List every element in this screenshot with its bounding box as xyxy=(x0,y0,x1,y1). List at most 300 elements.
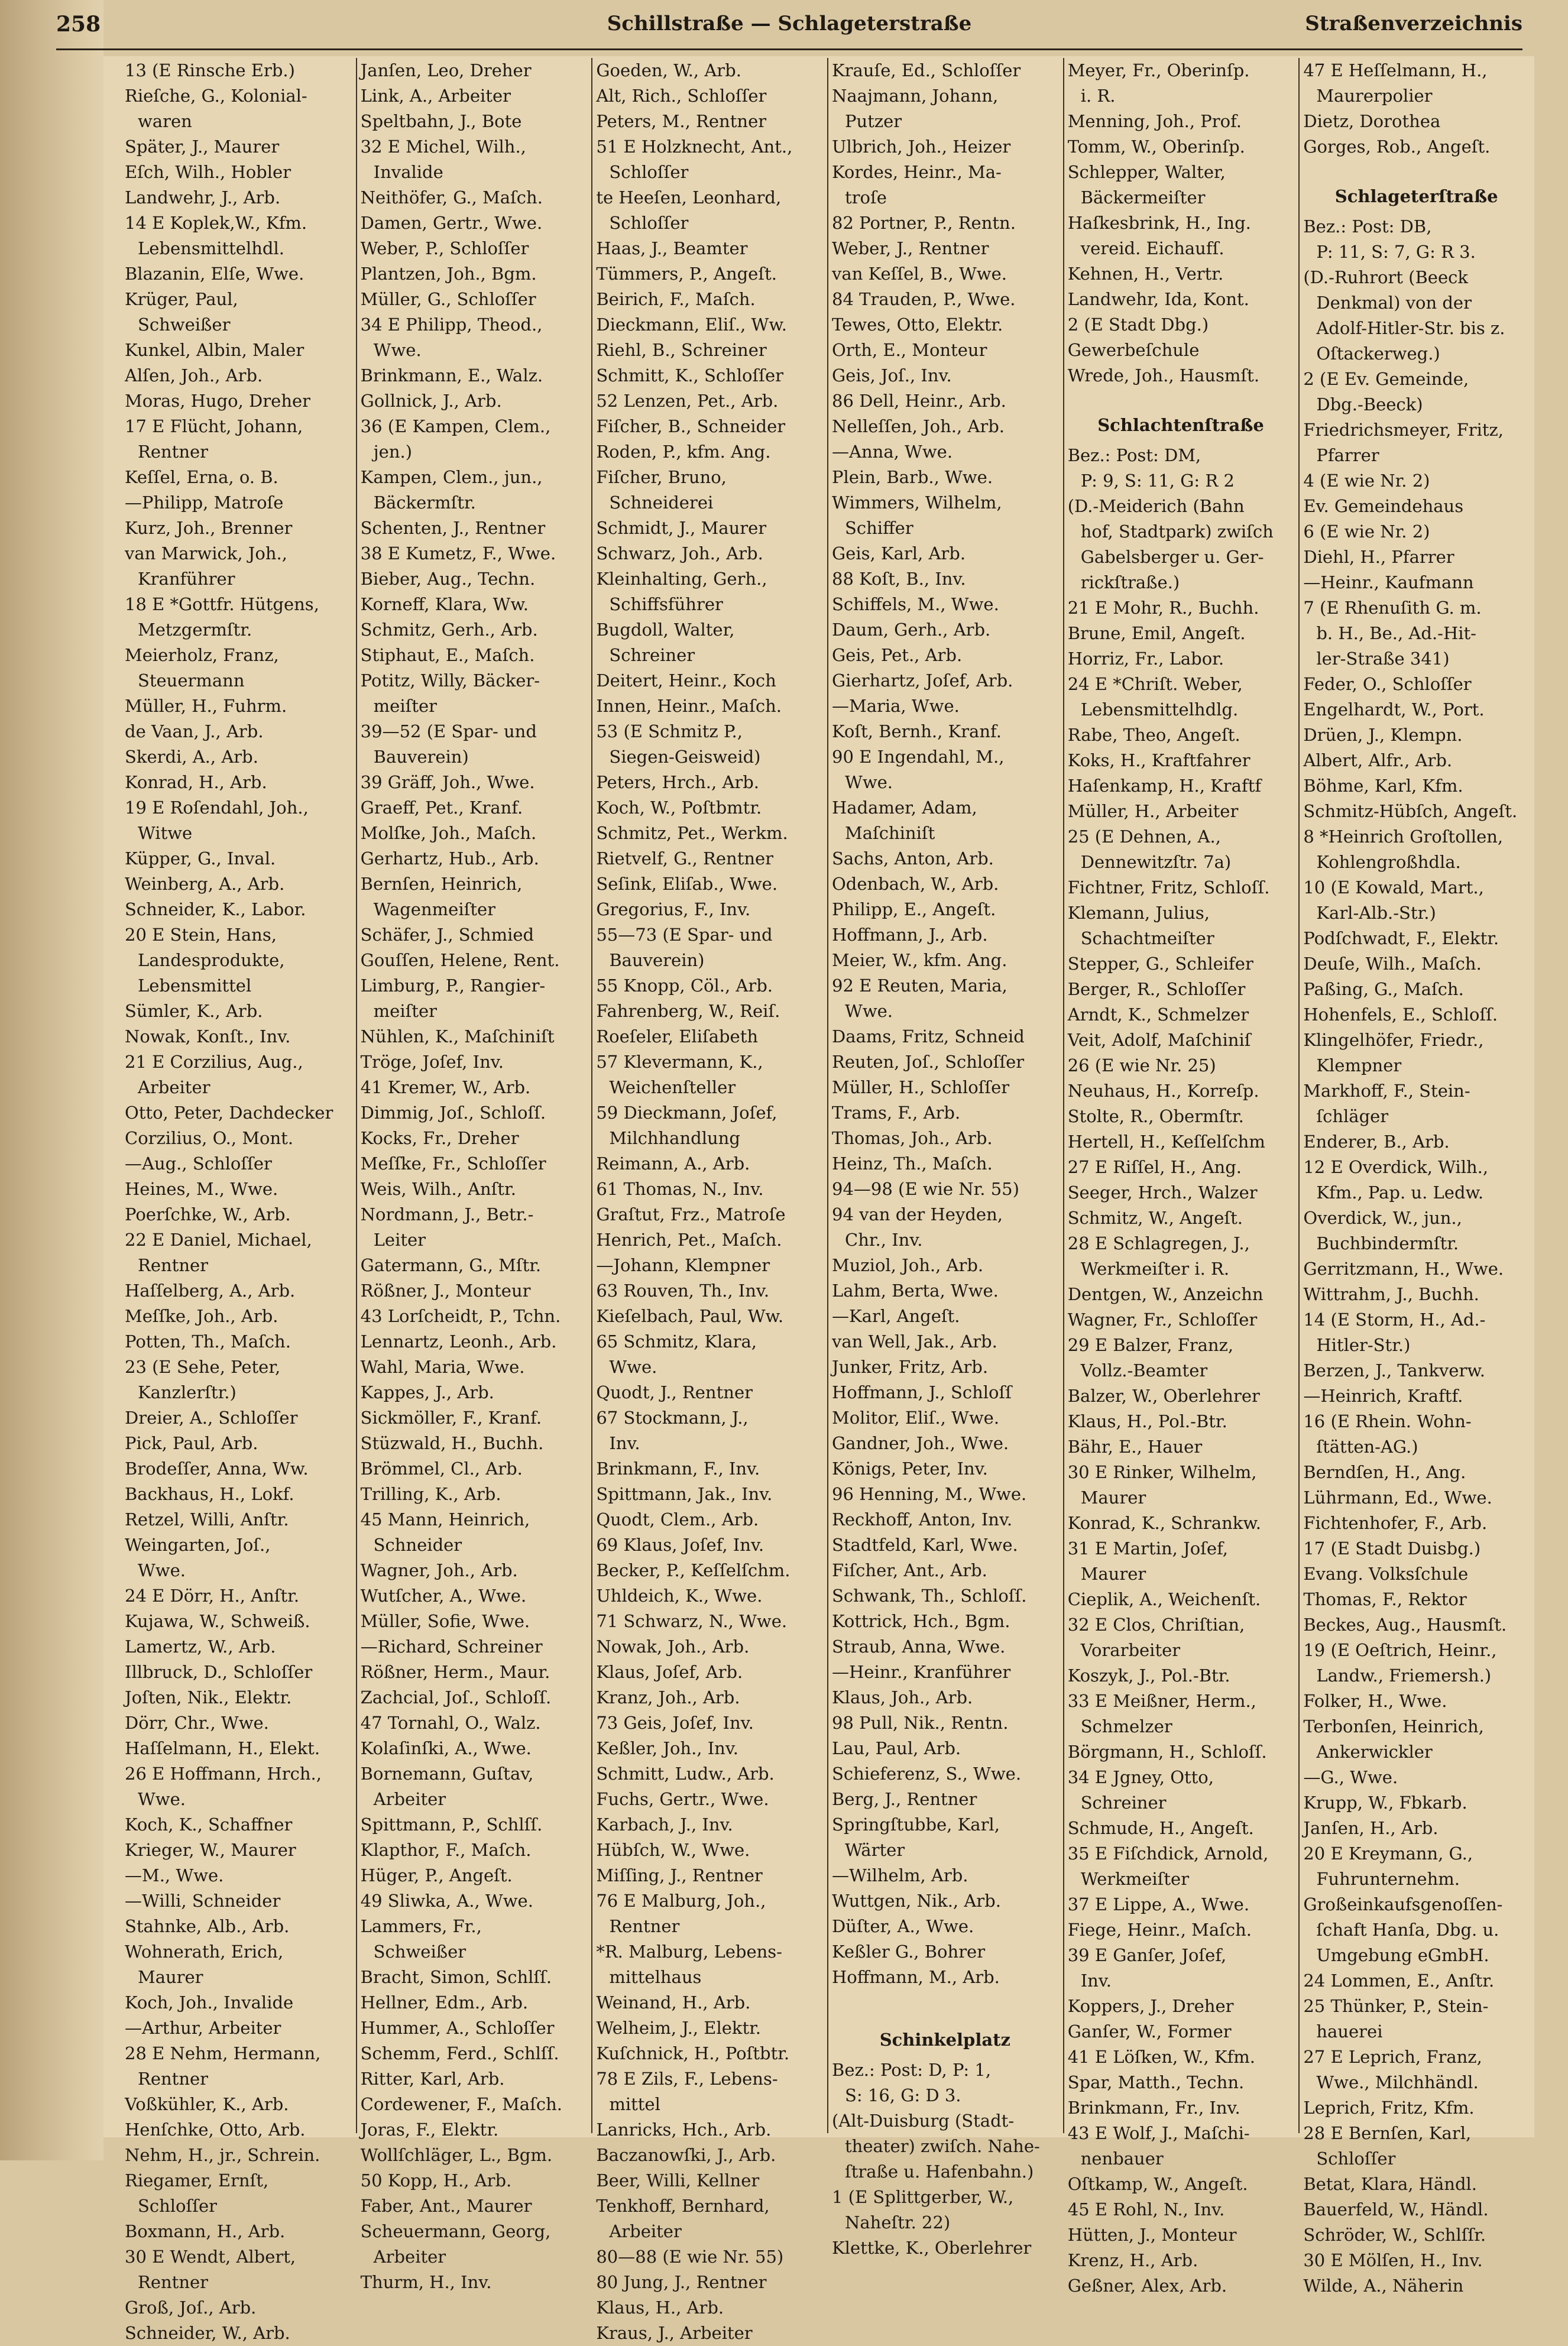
directory-entry: Kujawa, W., Schweiß. xyxy=(125,1611,310,1631)
running-title: Schillstraße — Schlageterstraße xyxy=(607,12,972,35)
entry-continuation: Wwe., Milchhändl. xyxy=(1316,2072,1479,2092)
directory-entry: Tewes, Otto, Elektr. xyxy=(832,315,1003,335)
directory-entry: Cordewener, F., Maſch. xyxy=(360,2094,562,2114)
line-gap xyxy=(832,1990,1058,2003)
entry-continuation: Wärter xyxy=(845,1840,905,1860)
entry-continuation: Schloſſer xyxy=(1316,2149,1396,2169)
directory-entry: Lührmann, Ed., Wwe. xyxy=(1303,1488,1492,1508)
directory-entry: Rabe, Theo, Angeſt. xyxy=(1067,725,1240,745)
directory-entry: Moras, Hugo, Dreher xyxy=(125,391,311,411)
directory-entry: Balzer, W., Oberlehrer xyxy=(1067,1386,1260,1406)
directory-entry: Geis, Pet., Arb. xyxy=(832,645,963,665)
directory-entry: 28 E Schlagregen, J., xyxy=(1067,1233,1250,1253)
directory-entry: Krauſe, Ed., Schloſſer xyxy=(832,60,1021,80)
directory-entry: Nowak, Konſt., Inv. xyxy=(125,1026,291,1046)
directory-entry: Koſt, Bernh., Kranf. xyxy=(832,721,1002,741)
entry-continuation: ſtätten-AG.) xyxy=(1316,1437,1418,1457)
directory-entry: Molitor, Eliſ., Wwe. xyxy=(832,1408,1000,1428)
directory-entry: Bez.: Post: DB, xyxy=(1303,216,1432,236)
directory-entry: —Johann, Klempner xyxy=(596,1255,770,1275)
directory-entry: 23 (E Sehe, Peter, xyxy=(125,1357,281,1377)
directory-entry: Alt, Rich., Schloſſer xyxy=(596,86,767,106)
directory-entry: Hadamer, Adam, xyxy=(832,798,977,818)
directory-entry: 31 E Martin, Joſef, xyxy=(1067,1538,1228,1558)
directory-entry: Nehm, H., jr., Schrein. xyxy=(125,2145,320,2165)
directory-entry: Haſenkamp, H., Kraftf xyxy=(1067,776,1262,796)
directory-entry: Gerritzmann, H., Wwe. xyxy=(1303,1259,1504,1279)
directory-entry: Gerhartz, Hub., Arb. xyxy=(360,848,539,869)
directory-entry: —Wilhelm, Arb. xyxy=(832,1865,968,1885)
line-gap xyxy=(1068,388,1294,401)
directory-entry: Roeſeler, Eliſabeth xyxy=(596,1026,759,1046)
directory-entry: Kappes, J., Arb. xyxy=(360,1382,494,1402)
entry-continuation: Schloſſer xyxy=(609,162,689,182)
directory-entry: Klapthor, F., Maſch. xyxy=(360,1840,532,1860)
entry-continuation: Dbg.-Beeck) xyxy=(1316,394,1423,414)
directory-entry: Diehl, H., Pfarrer xyxy=(1303,547,1454,567)
directory-entry: Wagner, Joh., Arb. xyxy=(360,1560,518,1580)
line-gap xyxy=(832,2003,1058,2016)
directory-entry: Schmidt, J., Maurer xyxy=(596,518,767,538)
directory-entry: Berndſen, H., Ang. xyxy=(1303,1462,1466,1482)
directory-entry: Drüen, J., Klempn. xyxy=(1303,725,1463,745)
directory-entry: Potitz, Willy, Bäcker- xyxy=(360,670,540,691)
entry-continuation: Putzer xyxy=(845,111,902,131)
entry-continuation: Ankerwickler xyxy=(1316,1742,1433,1762)
directory-entry: 2 (E Stadt Dbg.) xyxy=(1067,315,1209,335)
directory-entry: 55 Knopp, Cöl., Arb. xyxy=(596,976,773,996)
entry-continuation: Schweißer xyxy=(373,1942,466,1962)
directory-entry: Becker, P., Keſſelſchm. xyxy=(596,1560,791,1580)
directory-entry: 65 Schmitz, Klara, xyxy=(596,1331,757,1352)
entry-continuation: Bauverein) xyxy=(373,747,469,767)
directory-entry: Weingarten, Joſ., xyxy=(125,1535,271,1555)
entry-continuation: meiſter xyxy=(373,696,438,716)
directory-entry: Tomm, W., Oberinſp. xyxy=(1067,137,1245,157)
directory-entry: Müller, H., Fuhrm. xyxy=(125,696,287,716)
directory-entry: Meſſke, Joh., Arb. xyxy=(125,1306,278,1326)
directory-entry: Berger, R., Schloſſer xyxy=(1067,979,1246,999)
directory-entry: Sickmöller, F., Kranf. xyxy=(360,1408,542,1428)
directory-entry: —Heinrich, Kraftf. xyxy=(1303,1386,1463,1406)
directory-entry: Orth, E., Monteur xyxy=(832,340,987,360)
directory-entry: Wittrahm, J., Buchh. xyxy=(1303,1284,1479,1304)
directory-entry: Pick, Paul, Arb. xyxy=(125,1433,258,1453)
directory-entry: Stadtfeld, Karl, Wwe. xyxy=(832,1535,1018,1555)
directory-entry: Bähr, E., Hauer xyxy=(1067,1437,1203,1457)
page-header xyxy=(56,6,1522,47)
directory-entry: Henrich, Pet., Maſch. xyxy=(596,1230,782,1250)
entry-continuation: Maurer xyxy=(1080,1488,1146,1508)
directory-entry: Haſſelberg, A., Arb. xyxy=(125,1281,296,1301)
directory-entry: Schwank, Th., Schloſſ. xyxy=(832,1586,1027,1606)
directory-entry: van Marwick, Joh., xyxy=(125,543,287,563)
entry-continuation: Landesprodukte, xyxy=(138,950,285,970)
directory-entry: Paßing, G., Maſch. xyxy=(1303,979,1464,999)
directory-entry: Otto, Peter, Dachdecker xyxy=(125,1103,333,1123)
directory-entry: 24 Lommen, E., Anſtr. xyxy=(1303,1971,1495,1991)
directory-entry: Joras, F., Elektr. xyxy=(360,2120,499,2140)
entry-continuation: Metzgermſtr. xyxy=(138,620,252,640)
entry-continuation: Arbeiter xyxy=(373,1789,446,1809)
directory-entry: Fichtenhofer, F., Arb. xyxy=(1303,1513,1488,1533)
directory-entry: Spittmann, Jak., Inv. xyxy=(596,1484,773,1504)
entry-continuation: Maſchiniſt xyxy=(845,823,935,843)
directory-entry: Brinkmann, E., Walz. xyxy=(360,365,543,385)
directory-entry: Limburg, P., Rangier- xyxy=(360,976,546,996)
directory-entry: Schwarz, Joh., Arb. xyxy=(596,543,763,563)
directory-entry: Zachcial, Joſ., Schloſſ. xyxy=(360,1687,552,1707)
directory-entry: 16 (E Rhein. Wohn- xyxy=(1303,1411,1472,1431)
directory-entry: Thomas, F., Rektor xyxy=(1303,1589,1467,1609)
directory-entry: Wuttgen, Nik., Arb. xyxy=(832,1891,1001,1911)
directory-entry: Krieger, W., Maurer xyxy=(125,1840,296,1860)
directory-entry: Muziol, Joh., Arb. xyxy=(832,1255,984,1275)
directory-entry: Schemm, Ferd., Schlſſ. xyxy=(360,2043,559,2063)
directory-entry: Wollſchläger, L., Bgm. xyxy=(360,2145,553,2165)
directory-entry: 30 E Wendt, Albert, xyxy=(125,2247,296,2267)
directory-entry: Klaus, Joſef, Arb. xyxy=(596,1662,743,1682)
directory-entry: Lahm, Berta, Wwe. xyxy=(832,1281,999,1301)
entry-continuation: Denkmal) von der xyxy=(1316,293,1472,313)
directory-entry: 94 van der Heyden, xyxy=(832,1204,1003,1224)
directory-entry: Bauerfeld, W., Händl. xyxy=(1303,2199,1489,2219)
entry-continuation: P: 9, S: 11, G: R 2 xyxy=(1080,471,1235,491)
directory-entry: 37 E Lippe, A., Wwe. xyxy=(1067,1894,1250,1914)
directory-entry: 55—73 (E Spar- und xyxy=(596,925,773,945)
directory-entry: Müller, G., Schloſſer xyxy=(360,289,536,309)
directory-entry: 80—88 (E wie Nr. 55) xyxy=(596,2247,784,2267)
directory-entry: Brömmel, Cl., Arb. xyxy=(360,1459,523,1479)
directory-entry: 13 (E Rinsche Erb.) xyxy=(125,60,295,80)
directory-entry: Molſke, Joh., Maſch. xyxy=(360,823,537,843)
directory-entry: Deitert, Heinr., Koch xyxy=(596,670,776,691)
directory-entry: 43 E Wolf, J., Maſchi- xyxy=(1067,2123,1250,2143)
column-2 xyxy=(357,58,593,2292)
directory-entry: te Heeſen, Leonhard, xyxy=(596,187,782,208)
directory-entry: 43 Lorſcheidt, P., Tchn. xyxy=(360,1306,561,1326)
entry-continuation: Bäckermeiſter xyxy=(1080,187,1206,208)
entry-continuation: Landw., Friemersh.) xyxy=(1316,1665,1492,1686)
directory-entry: 73 Geis, Joſef, Inv. xyxy=(596,1713,754,1733)
entry-continuation: Schreiner xyxy=(609,645,695,665)
directory-entry: Sümler, K., Arb. xyxy=(125,1001,263,1021)
directory-entry: Neithöfer, G., Maſch. xyxy=(360,187,543,208)
entry-continuation: Schmelzer xyxy=(1080,1716,1172,1736)
directory-entry: Kieſelbach, Paul, Ww. xyxy=(596,1306,784,1326)
directory-entry: Voßkühler, K., Arb. xyxy=(125,2094,289,2114)
entry-continuation: Kanzlerſtr.) xyxy=(138,1382,237,1402)
directory-entry: 47 Tornahl, O., Walz. xyxy=(360,1713,541,1733)
directory-entry: 45 Mann, Heinrich, xyxy=(360,1509,530,1530)
directory-entry: 32 E Clos, Chriſtian, xyxy=(1067,1615,1245,1635)
directory-entry: Brinkmann, Fr., Inv. xyxy=(1067,2098,1240,2118)
directory-entry: Fiſcher, B., Schneider xyxy=(596,416,786,436)
directory-entry: Daams, Fritz, Schneid xyxy=(832,1026,1025,1046)
directory-entry: 59 Dieckmann, Joſef, xyxy=(596,1103,777,1123)
directory-entry: 20 E Stein, Hans, xyxy=(125,925,277,945)
entry-continuation: mittel xyxy=(609,2094,660,2114)
directory-entry: Keßler G., Bohrer xyxy=(832,1942,986,1962)
directory-entry: Peters, M., Rentner xyxy=(596,111,767,131)
directory-entry: Link, A., Arbeiter xyxy=(360,86,511,106)
directory-entry: Weber, J., Rentner xyxy=(832,238,989,258)
directory-entry: Klettke, K., Oberlehrer xyxy=(832,2238,1032,2258)
directory-entry: Blazanin, Elſe, Wwe. xyxy=(125,264,304,284)
directory-entry: Wutſcher, A., Wwe. xyxy=(360,1586,527,1606)
directory-entry: Dentgen, W., Anzeichn xyxy=(1067,1284,1264,1304)
directory-entry: Skerdi, A., Arb. xyxy=(125,747,258,767)
directory-entry: Stepper, G., Schleifer xyxy=(1067,954,1253,974)
directory-entry: Korneff, Klara, Ww. xyxy=(360,594,529,614)
directory-entry: Reuten, Joſ., Schloſſer xyxy=(832,1052,1025,1072)
entry-continuation: Arbeiter xyxy=(609,2221,682,2241)
directory-entry: Dörr, Chr., Wwe. xyxy=(125,1713,269,1733)
directory-entry: Schenten, J., Rentner xyxy=(360,518,546,538)
directory-entry: Krüger, Paul, xyxy=(125,289,238,309)
directory-entry: Odenbach, W., Arb. xyxy=(832,874,999,894)
directory-entry: Uhldeich, K., Wwe. xyxy=(596,1586,763,1606)
entry-continuation: Kranführer xyxy=(138,569,235,589)
directory-entry: Riehl, B., Schreiner xyxy=(596,340,767,360)
directory-entry: 94—98 (E wie Nr. 55) xyxy=(832,1179,1019,1199)
directory-entry: Janſen, Leo, Dreher xyxy=(360,60,532,80)
directory-entry: Speltbahn, J., Bote xyxy=(360,111,522,131)
directory-entry: —Heinr., Kaufmann xyxy=(1303,572,1474,592)
directory-entry: Wagner, Fr., Schloſſer xyxy=(1067,1310,1258,1330)
directory-entry: Betat, Klara, Händl. xyxy=(1303,2174,1477,2194)
directory-entry: Fuchs, Gertr., Wwe. xyxy=(596,1789,769,1809)
directory-entry: 86 Dell, Heinr., Arb. xyxy=(832,391,1006,411)
directory-entry: Faber, Ant., Maurer xyxy=(360,2196,532,2216)
directory-entry: 34 E Jgney, Otto, xyxy=(1067,1767,1214,1787)
directory-entry: Keßler, Joh., Inv. xyxy=(596,1738,739,1758)
directory-entry: Schröder, W., Schlſſr. xyxy=(1303,2225,1486,2245)
directory-entry: Weis, Wilh., Anſtr. xyxy=(360,1179,516,1199)
directory-entry: Koppers, J., Dreher xyxy=(1067,1996,1234,2016)
directory-entry: —M., Wwe. xyxy=(125,1865,224,1885)
directory-entry: Wimmers, Wilhelm, xyxy=(832,492,1002,513)
directory-entry: Gandner, Joh., Wwe. xyxy=(832,1433,1009,1453)
directory-entry: Fahrenberg, W., Reiſ. xyxy=(596,1001,780,1021)
directory-entry: 10 (E Kowald, Mart., xyxy=(1303,877,1484,897)
directory-entry: Kunkel, Albin, Maler xyxy=(125,340,304,360)
directory-entry: Heinz, Th., Maſch. xyxy=(832,1153,993,1174)
column-1 xyxy=(121,58,357,2343)
directory-entry: Bornemann, Guſtav, xyxy=(360,1764,534,1784)
entry-continuation: Schneider xyxy=(373,1535,462,1555)
directory-entry: 29 E Balzer, Franz, xyxy=(1067,1335,1234,1355)
entry-continuation: Schreiner xyxy=(1080,1793,1167,1813)
entry-continuation: Wwe. xyxy=(845,772,893,792)
directory-entry: 92 E Reuten, Maria, xyxy=(832,976,1007,996)
entry-continuation: Arbeiter xyxy=(373,2247,446,2267)
entry-continuation: Wagenmeiſter xyxy=(373,899,495,919)
directory-entry: Spittmann, P., Schlſſ. xyxy=(360,1814,543,1835)
directory-entry: 32 E Michel, Wilh., xyxy=(360,137,526,157)
directory-entry: —Karl, Angeſt. xyxy=(832,1306,960,1326)
directory-entry: 41 E Löſken, W., Kfm. xyxy=(1067,2047,1256,2067)
directory-entry: Klaus, H., Pol.-Btr. xyxy=(1067,1411,1227,1431)
entry-continuation: Rentner xyxy=(138,2272,209,2292)
entry-continuation: Weichenſteller xyxy=(609,1077,736,1097)
directory-entry: Brinkmann, F., Inv. xyxy=(596,1459,760,1479)
entry-continuation: Wwe. xyxy=(138,1789,186,1809)
directory-entry: Seſink, Eliſab., Wwe. xyxy=(596,874,778,894)
directory-entry: Deuſe, Wilh., Maſch. xyxy=(1303,954,1482,974)
directory-entry: 1 (E Splittgerber, W., xyxy=(832,2187,1014,2207)
directory-entry: 18 E *Gottfr. Hütgens, xyxy=(125,594,319,614)
directory-entry: Leprich, Fritz, Kfm. xyxy=(1303,2098,1475,2118)
entry-continuation: nenbauer xyxy=(1080,2149,1164,2169)
directory-entry: —Aug., Schloſſer xyxy=(125,1153,272,1174)
entry-continuation: Chr., Inv. xyxy=(845,1230,923,1250)
entry-continuation: waren xyxy=(138,111,192,131)
entry-continuation: Schweißer xyxy=(138,315,231,335)
directory-entry: Stolte, R., Obermſtr. xyxy=(1067,1106,1244,1126)
directory-entry: Hüger, P., Angeſt. xyxy=(360,1865,513,1885)
directory-entry: Klemann, Julius, xyxy=(1067,903,1210,923)
directory-entry: Meſſke, Fr., Schloſſer xyxy=(360,1153,546,1174)
directory-entry: Hellner, Edm., Arb. xyxy=(360,1992,529,2013)
directory-entry: Peters, Hrch., Arb. xyxy=(596,772,760,792)
directory-entry: Joſten, Nik., Elektr. xyxy=(125,1687,292,1707)
directory-entry: Reimann, A., Arb. xyxy=(596,1153,750,1174)
directory-entry: Junker, Fritz, Arb. xyxy=(832,1357,989,1377)
directory-entry: 36 (E Kampen, Clem., xyxy=(360,416,551,436)
directory-entry: de Vaan, J., Arb. xyxy=(125,721,264,741)
directory-entry: Lamertz, W., Arb. xyxy=(125,1637,276,1657)
directory-entry: Kleinhalting, Gerh., xyxy=(596,569,767,589)
book-binding-edge xyxy=(0,0,103,2160)
directory-entry: Gregorius, F., Inv. xyxy=(596,899,751,919)
entry-continuation: Inv. xyxy=(609,1433,640,1453)
directory-entry: Koch, Joh., Invalide xyxy=(125,1992,294,2013)
directory-entry: 45 E Rohl, N., Inv. xyxy=(1067,2199,1225,2219)
entry-continuation: Milchhandlung xyxy=(609,1128,740,1148)
column-4 xyxy=(828,58,1064,2258)
entry-continuation: ſchläger xyxy=(1316,1106,1389,1126)
line-gap xyxy=(1303,160,1530,173)
directory-columns xyxy=(121,58,1534,2343)
directory-entry: Koszyk, J., Pol.-Btr. xyxy=(1067,1665,1230,1686)
directory-entry: 84 Trauden, P., Wwe. xyxy=(832,289,1016,309)
entry-continuation: Siegen-Geisweid) xyxy=(609,747,761,767)
directory-entry: Veit, Adolf, Maſchiniſ xyxy=(1067,1030,1251,1050)
directory-entry: Springſtubbe, Karl, xyxy=(832,1814,1000,1835)
directory-entry: Küpper, G., Inval. xyxy=(125,848,276,869)
entry-continuation: Kfm., Pap. u. Ledw. xyxy=(1316,1182,1484,1203)
directory-entry: Fichtner, Fritz, Schloſſ. xyxy=(1067,877,1270,897)
directory-entry: Schiffels, M., Wwe. xyxy=(832,594,999,614)
directory-entry: Bez.: Post: DM, xyxy=(1067,445,1201,465)
directory-entry: —Anna, Wwe. xyxy=(832,442,953,462)
directory-entry: Schmitt, K., Schloſſer xyxy=(596,365,783,385)
directory-entry: Meier, W., kfm. Ang. xyxy=(832,950,1007,970)
directory-entry: Haſſelmann, H., Elekt. xyxy=(125,1738,320,1758)
header-rule xyxy=(56,48,1522,50)
directory-entry: Arndt, K., Schmelzer xyxy=(1067,1004,1249,1025)
directory-entry: 28 E Nehm, Hermann, xyxy=(125,2043,321,2063)
directory-entry: Terbonſen, Heinrich, xyxy=(1303,1716,1484,1736)
entry-continuation: Wwe. xyxy=(609,1357,657,1377)
directory-entry: —Arthur, Arbeiter xyxy=(125,2018,281,2038)
directory-entry: Dieckmann, Eliſ., Ww. xyxy=(596,315,787,335)
directory-entry: Krenz, H., Arb. xyxy=(1067,2250,1198,2270)
directory-entry: 39 E Ganſer, Joſef, xyxy=(1067,1945,1227,1965)
directory-entry: 39 Gräff, Joh., Wwe. xyxy=(360,772,535,792)
directory-entry: Albert, Alfr., Arb. xyxy=(1303,750,1453,770)
entry-continuation: jen.) xyxy=(373,442,413,462)
directory-entry: Weinberg, A., Arb. xyxy=(125,874,285,894)
directory-entry: Nühlen, K., Maſchiniſt xyxy=(360,1026,555,1046)
entry-continuation: Karl-Alb.-Str.) xyxy=(1316,903,1436,923)
directory-entry: 63 Rouven, Th., Inv. xyxy=(596,1281,770,1301)
directory-entry: (D.-Meiderich (Bahn xyxy=(1067,496,1245,516)
directory-entry: Cieplik, A., Weichenſt. xyxy=(1067,1589,1261,1609)
directory-entry: Später, J., Maurer xyxy=(125,137,280,157)
entry-continuation: hauerei xyxy=(1316,2021,1383,2042)
directory-entry: Kottrick, Hch., Bgm. xyxy=(832,1611,1010,1631)
directory-entry: Reckhoff, Anton, Inv. xyxy=(832,1509,1013,1530)
entry-continuation: P: 11, S: 7, G: R 3. xyxy=(1316,242,1476,262)
entry-continuation: Bauverein) xyxy=(609,950,705,970)
directory-entry: Ritter, Karl, Arb. xyxy=(360,2069,505,2089)
directory-entry: Gollnick, J., Arb. xyxy=(360,391,502,411)
directory-entry: —Willi, Schneider xyxy=(125,1891,281,1911)
directory-entry: Plantzen, Joh., Bgm. xyxy=(360,264,537,284)
directory-entry: Schieferenz, S., Wwe. xyxy=(832,1764,1022,1784)
directory-entry: Horriz, Fr., Labor. xyxy=(1067,649,1224,669)
directory-entry: Hertell, H., Keſſelſchm xyxy=(1067,1132,1265,1152)
directory-entry: Königs, Peter, Inv. xyxy=(832,1459,988,1479)
directory-entry: Kehnen, H., Vertr. xyxy=(1067,264,1224,284)
directory-entry: Lammers, Fr., xyxy=(360,1916,482,1936)
directory-entry: Henſchke, Otto, Arb. xyxy=(125,2120,306,2140)
directory-entry: Tröge, Joſef, Inv. xyxy=(360,1052,504,1072)
directory-entry: Kuſchnick, H., Poſtbtr. xyxy=(596,2043,790,2063)
directory-entry: 39—52 (E Spar- und xyxy=(360,721,537,741)
directory-entry: Stahnke, Alb., Arb. xyxy=(125,1916,290,1936)
entry-continuation: Schloſſer xyxy=(609,213,689,233)
directory-entry: 51 E Holzknecht, Ant., xyxy=(596,137,793,157)
directory-entry: Lennartz, Leonh., Arb. xyxy=(360,1331,557,1352)
entry-continuation: Schachtmeiſter xyxy=(1080,928,1214,948)
directory-entry: Scheuermann, Georg, xyxy=(360,2221,551,2241)
directory-entry: Beckes, Aug., Hausmſt. xyxy=(1303,1615,1507,1635)
directory-entry: 47 E Heſſelmann, H., xyxy=(1303,60,1488,80)
entry-continuation: Leiter xyxy=(373,1230,426,1250)
directory-entry: Großeinkaufsgenoſſen- xyxy=(1303,1894,1503,1914)
entry-continuation: i. R. xyxy=(1080,86,1116,106)
directory-entry: Thurm, H., Inv. xyxy=(360,2272,492,2292)
directory-entry: 41 Kremer, W., Arb. xyxy=(360,1077,531,1097)
entry-continuation: Rentner xyxy=(138,1255,209,1275)
entry-continuation: vereid. Eichaufſ. xyxy=(1080,238,1224,258)
directory-entry: Potten, Th., Maſch. xyxy=(125,1331,291,1352)
directory-entry: Kranz, Joh., Arb. xyxy=(596,1687,740,1707)
directory-entry: Boxmann, H., Arb. xyxy=(125,2221,286,2241)
directory-entry: Klaus, Joh., Arb. xyxy=(832,1687,973,1707)
directory-entry: 6 (E wie Nr. 2) xyxy=(1303,521,1430,542)
directory-entry: 38 E Kumetz, F., Wwe. xyxy=(360,543,556,563)
directory-entry: Landwehr, J., Arb. xyxy=(125,187,281,208)
directory-entry: 53 (E Schmitz P., xyxy=(596,721,743,741)
directory-entry: Menning, Joh., Prof. xyxy=(1067,111,1242,131)
directory-entry: Naajmann, Johann, xyxy=(832,86,999,106)
directory-entry: Hoffmann, J., Schloſſ xyxy=(832,1382,1012,1402)
directory-entry: Hummer, A., Schloſſer xyxy=(360,2018,555,2038)
